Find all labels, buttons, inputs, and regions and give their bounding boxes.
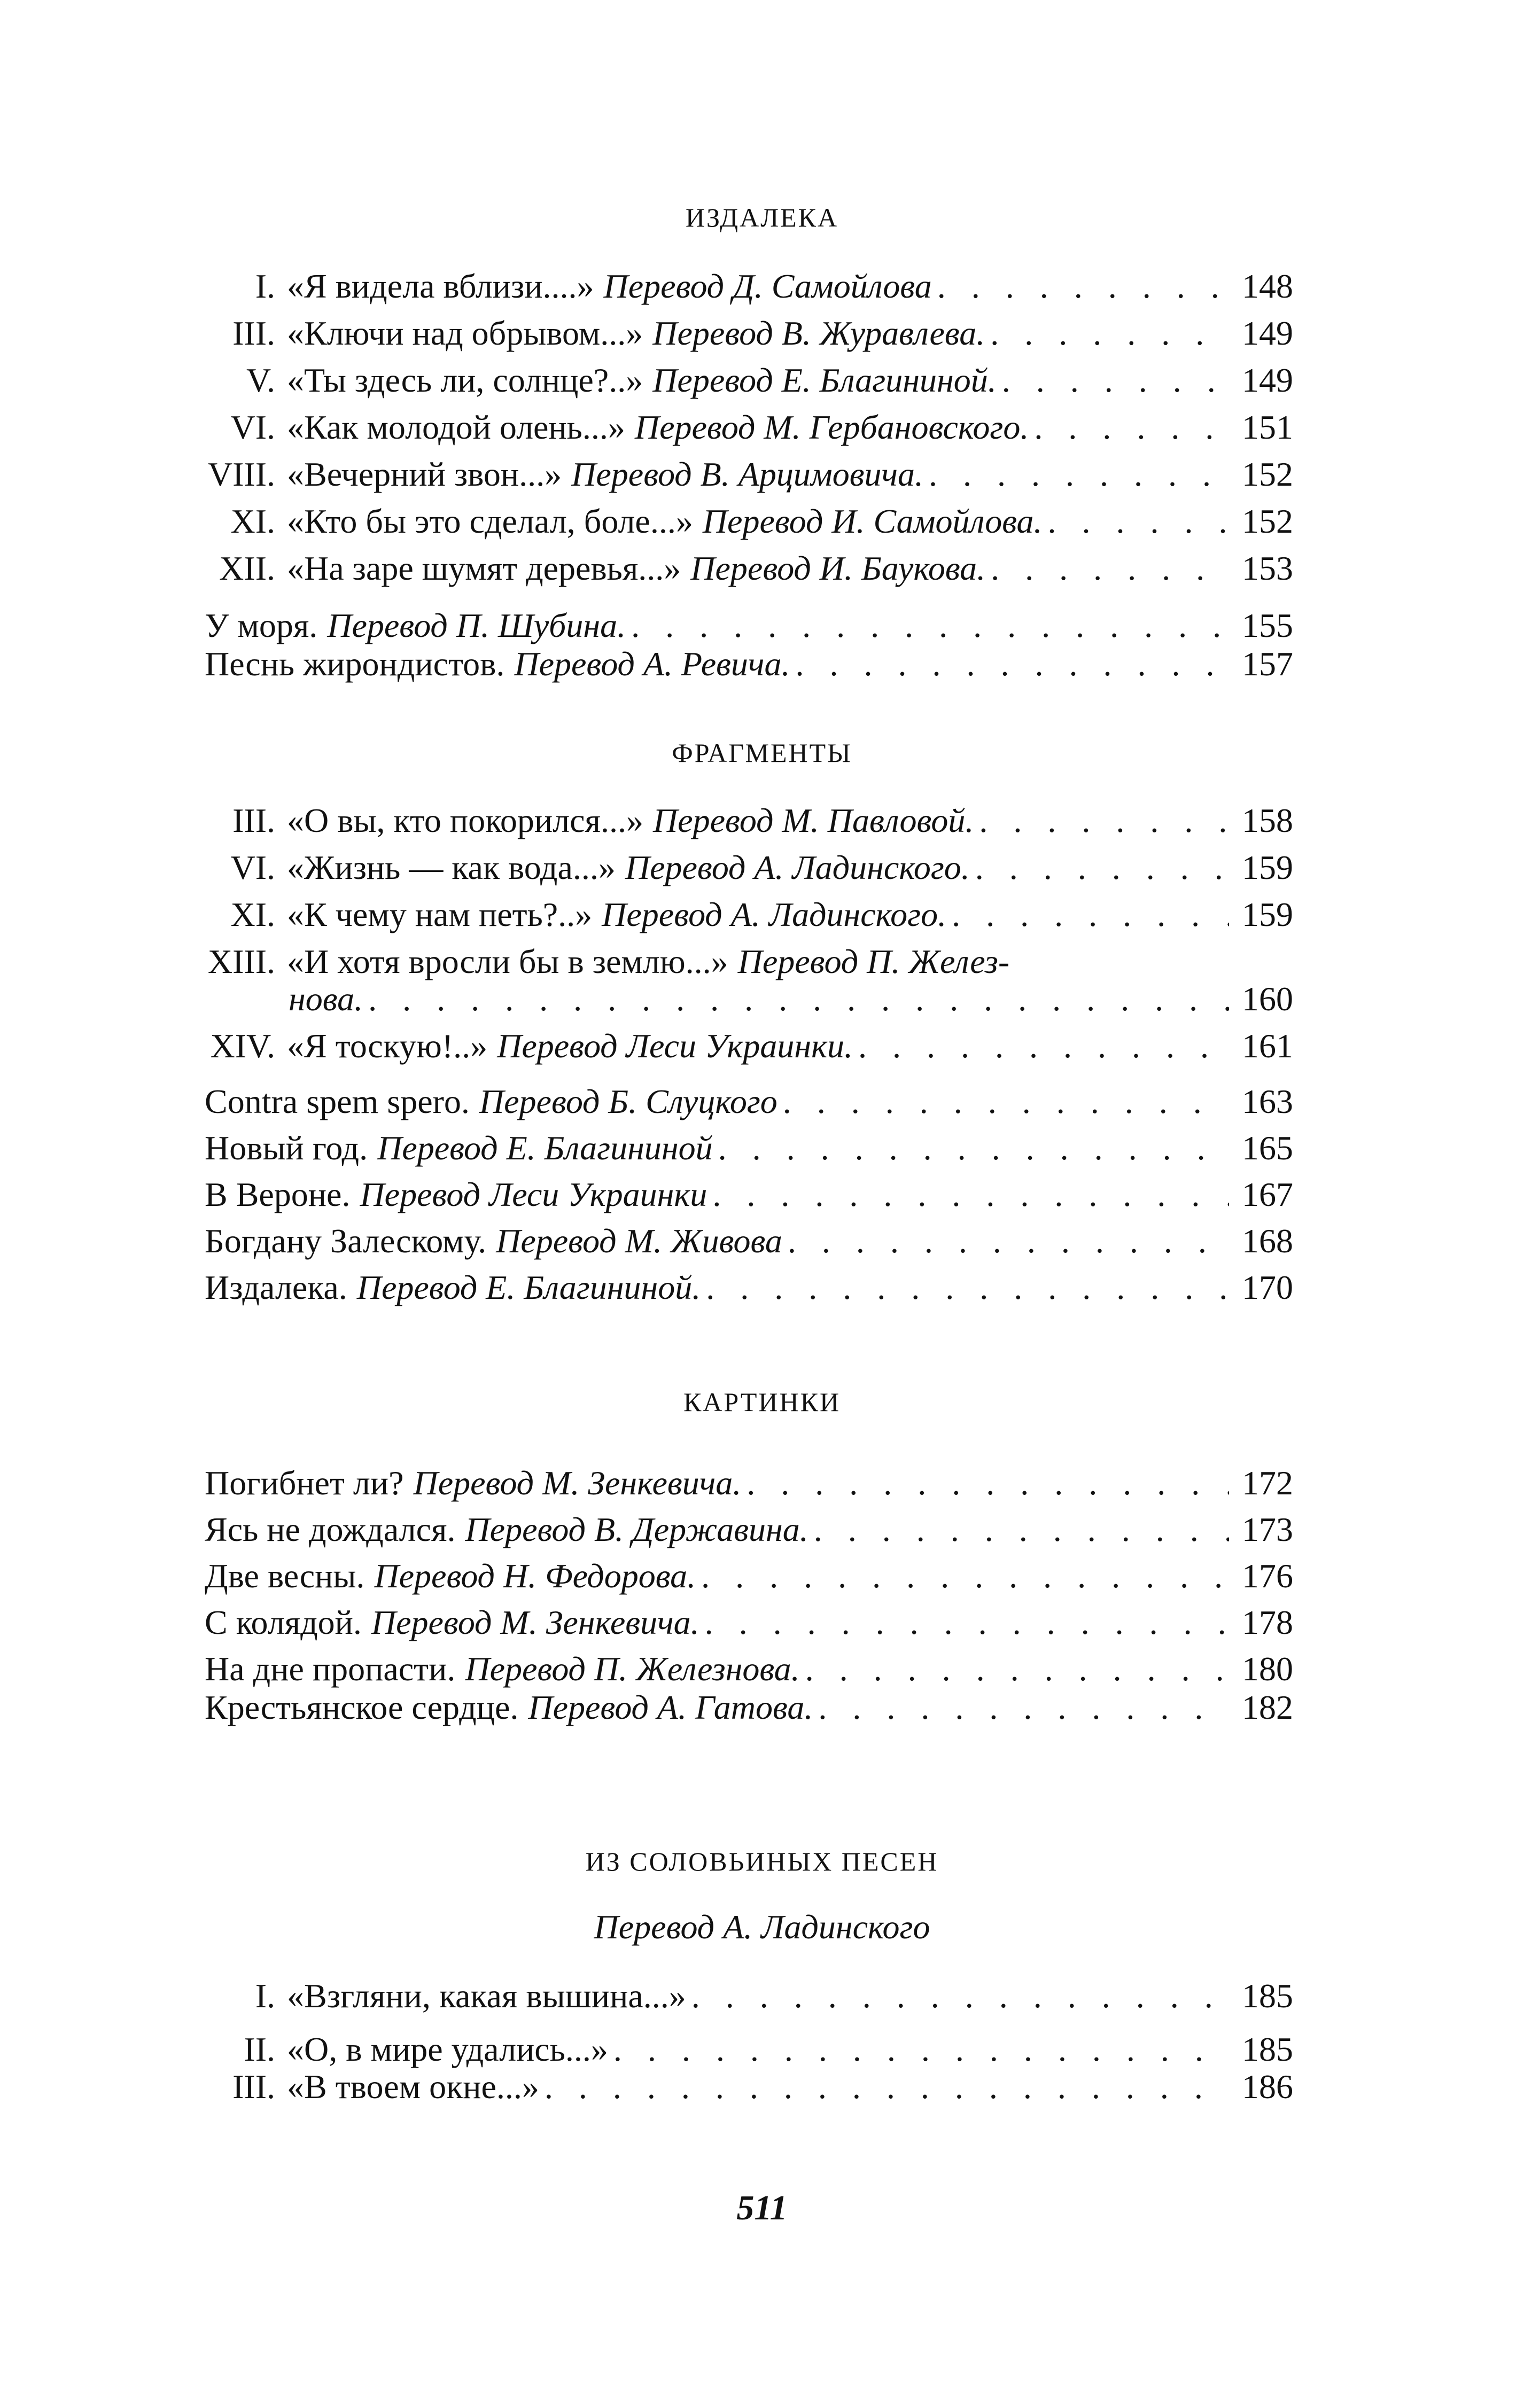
entry-title: Богдану Залескому. xyxy=(205,1222,487,1260)
entry-page: 153 xyxy=(1242,549,1293,587)
entry-page: 185 xyxy=(1242,2030,1293,2068)
entry-number: III. xyxy=(232,2068,275,2106)
entry-title: «Ты здесь ли, солнце?..» xyxy=(287,361,643,399)
entry-page: 157 xyxy=(1242,645,1293,683)
entry-number: II. xyxy=(244,2030,275,2068)
toc-entry xyxy=(205,1650,1293,1688)
entry-translator-continuation: нова. xyxy=(289,980,363,1018)
entry-translator: Перевод Е. Благининой. xyxy=(356,1268,701,1306)
toc-entry xyxy=(205,606,1293,645)
entry-title: С колядой. xyxy=(205,1603,362,1641)
toc-entry xyxy=(198,2030,1293,2069)
entry-translator: Перевод Н. Федорова. xyxy=(374,1557,696,1595)
entry-number: XIII. xyxy=(207,942,275,980)
toc-entry xyxy=(198,267,1293,306)
entry-translator: Перевод А. Гатова. xyxy=(528,1688,813,1726)
entry-translator: Перевод В. Журавлева. xyxy=(652,314,985,352)
entry-title: «Я видела вблизи....» xyxy=(287,267,594,305)
section-subtitle: Перевод А. Ладинского xyxy=(594,1908,930,1946)
entry-number: XI. xyxy=(230,895,275,933)
entry-translator: Перевод М. Живова xyxy=(496,1222,782,1260)
entry-translator: Перевод М. Зенкевича. xyxy=(413,1464,742,1502)
section-title: ФРАГМЕНТЫ xyxy=(672,738,852,768)
entry-title: «На заре шумят деревья...» xyxy=(287,549,681,587)
entry-title: «О вы, кто покорился...» xyxy=(287,801,643,839)
entry-translator: Перевод И. Самойлова. xyxy=(702,502,1043,540)
entry-page: 185 xyxy=(1242,1977,1293,2015)
entry-title: В Вероне. xyxy=(205,1175,351,1213)
entry-title: Погибнет ли? xyxy=(205,1464,404,1502)
toc-entry xyxy=(198,1027,1293,1065)
entry-number: XIV. xyxy=(210,1027,275,1065)
toc-entry xyxy=(198,502,1293,541)
entry-page: 160 xyxy=(1242,980,1293,1018)
entry-translator: Перевод А. Ревича. xyxy=(514,645,790,683)
entry-translator: Перевод М. Зенкевича. xyxy=(371,1603,699,1641)
entry-page: 149 xyxy=(1242,361,1293,399)
toc-entry xyxy=(205,1222,1293,1260)
entry-page: 182 xyxy=(1242,1688,1293,1726)
dot-leader xyxy=(990,314,1229,353)
dot-leader xyxy=(718,1129,1229,1167)
entry-title: «И хотя вросли бы в землю...» xyxy=(287,942,728,980)
dot-leader xyxy=(979,801,1229,840)
entry-title: Песнь жирондистов. xyxy=(205,645,505,683)
dot-leader xyxy=(631,606,1229,645)
toc-entry xyxy=(198,801,1293,840)
section-title: ИЗ СОЛОВЬИНЫХ ПЕСЕН xyxy=(585,1846,939,1876)
entry-translator: Перевод В. Державина. xyxy=(465,1510,808,1548)
dot-leader xyxy=(814,1510,1229,1549)
dot-leader xyxy=(368,980,1229,1018)
entry-translator: Перевод П. Шубина. xyxy=(327,606,626,644)
entry-number: V. xyxy=(246,361,275,399)
entry-translator: Перевод М. Гербановского. xyxy=(634,408,1029,446)
entry-number: I. xyxy=(255,1977,275,2015)
toc-entry xyxy=(205,1464,1293,1502)
toc-entry xyxy=(205,1688,1293,1727)
dot-leader xyxy=(1048,502,1229,541)
entry-translator: Перевод М. Павловой. xyxy=(652,801,974,839)
toc-entry xyxy=(205,1082,1293,1121)
entry-page: 172 xyxy=(1242,1464,1293,1502)
entry-page: 168 xyxy=(1242,1222,1293,1260)
toc-entry xyxy=(198,455,1293,494)
entry-page: 167 xyxy=(1242,1175,1293,1213)
entry-page: 180 xyxy=(1242,1650,1293,1688)
dot-leader xyxy=(747,1464,1229,1502)
section-title: ИЗДАЛЕКА xyxy=(685,202,839,232)
entry-title: «Кто бы это сделал, боле...» xyxy=(287,502,693,540)
entry-title: «В твоем окне...» xyxy=(287,2068,539,2106)
entry-page: 149 xyxy=(1242,314,1293,352)
toc-entry xyxy=(205,1603,1293,1642)
entry-translator: Перевод П. Железнова. xyxy=(465,1650,800,1688)
dot-leader xyxy=(706,1268,1229,1307)
entry-number: III. xyxy=(232,801,275,839)
section-title: КАРТИНКИ xyxy=(683,1387,841,1417)
dot-leader xyxy=(937,267,1229,306)
entry-title: «Вечерний звон...» xyxy=(287,455,562,493)
dot-leader xyxy=(701,1557,1229,1595)
entry-title: «К чему нам петь?..» xyxy=(287,895,593,933)
dot-leader xyxy=(991,549,1229,588)
entry-page: 176 xyxy=(1242,1557,1293,1595)
entry-translator: Перевод А. Ладинского. xyxy=(625,848,970,886)
entry-translator: Перевод Леси Украинки xyxy=(360,1175,707,1213)
entry-number: I. xyxy=(255,267,275,305)
toc-entry xyxy=(198,2068,1293,2106)
entry-title: У моря. xyxy=(205,606,318,644)
entry-title: Издалека. xyxy=(205,1268,347,1306)
entry-number: VI. xyxy=(230,408,275,446)
dot-leader xyxy=(858,1027,1229,1065)
entry-number: VIII. xyxy=(207,455,275,493)
entry-page: 152 xyxy=(1242,502,1293,540)
entry-title: На дне пропасти. xyxy=(205,1650,456,1688)
toc-entry xyxy=(205,1268,1293,1307)
entry-page: 151 xyxy=(1242,408,1293,446)
entry-translator: Перевод Е. Благининой. xyxy=(652,361,997,399)
toc-entry xyxy=(205,1510,1293,1549)
dot-leader xyxy=(929,455,1229,494)
entry-title: «О, в мире удались...» xyxy=(287,2030,608,2068)
entry-page: 159 xyxy=(1242,848,1293,886)
toc-entry-continuation xyxy=(289,980,1293,1018)
entry-title: Ясь не дождался. xyxy=(205,1510,456,1548)
page-number: 511 xyxy=(736,2188,788,2227)
entry-page: 158 xyxy=(1242,801,1293,839)
dot-leader xyxy=(818,1688,1229,1727)
entry-page: 170 xyxy=(1242,1268,1293,1306)
entry-number: XI. xyxy=(230,502,275,540)
toc-entry xyxy=(205,1557,1293,1595)
dot-leader xyxy=(795,645,1229,683)
dot-leader xyxy=(691,1977,1229,2015)
dot-leader xyxy=(952,895,1229,934)
dot-leader xyxy=(712,1175,1229,1214)
toc-entry xyxy=(198,314,1293,353)
entry-title: «Ключи над обрывом...» xyxy=(287,314,643,352)
toc-entry xyxy=(198,361,1293,400)
dot-leader xyxy=(1034,408,1229,447)
toc-entry xyxy=(205,1129,1293,1167)
entry-page: 178 xyxy=(1242,1603,1293,1641)
entry-title: Новый год. xyxy=(205,1129,368,1167)
dot-leader xyxy=(1002,361,1229,400)
dot-leader xyxy=(805,1650,1229,1688)
entry-number: VI. xyxy=(230,848,275,886)
entry-title: «Как молодой олень...» xyxy=(287,408,625,446)
entry-page: 173 xyxy=(1242,1510,1293,1548)
entry-page: 152 xyxy=(1242,455,1293,493)
toc-entry xyxy=(198,942,1293,981)
dot-leader xyxy=(705,1603,1229,1642)
entry-translator: Перевод Б. Слуцкого xyxy=(479,1082,777,1120)
entry-page: 148 xyxy=(1242,267,1293,305)
entry-page: 186 xyxy=(1242,2068,1293,2106)
entry-page: 159 xyxy=(1242,895,1293,933)
entry-translator: Перевод П. Желез- xyxy=(737,942,1010,980)
entry-page: 165 xyxy=(1242,1129,1293,1167)
toc-entry xyxy=(205,1175,1293,1214)
toc-entry xyxy=(205,645,1293,683)
toc-entry xyxy=(198,1977,1293,2015)
entry-page: 163 xyxy=(1242,1082,1293,1120)
dot-leader xyxy=(788,1222,1229,1260)
entry-translator: Перевод Д. Самойлова xyxy=(603,267,932,305)
entry-translator: Перевод А. Ладинского. xyxy=(602,895,947,933)
toc-entry xyxy=(198,895,1293,934)
entry-title: Contra spem spero. xyxy=(205,1082,470,1120)
dot-leader xyxy=(783,1082,1229,1121)
toc-entry xyxy=(198,408,1293,447)
entry-translator: Перевод Е. Благининой xyxy=(377,1129,713,1167)
entry-translator: Перевод Леси Украинки. xyxy=(497,1027,853,1065)
toc-entry xyxy=(198,848,1293,887)
entry-title: «Жизнь — как вода...» xyxy=(287,848,616,886)
dot-leader xyxy=(545,2068,1229,2106)
entry-translator: Перевод В. Арцимовича. xyxy=(571,455,923,493)
toc-entry xyxy=(198,549,1293,588)
entry-number: III. xyxy=(232,314,275,352)
entry-number: XII. xyxy=(219,549,275,587)
entry-title: «Взгляни, какая вышина...» xyxy=(287,1977,686,2015)
entry-page: 155 xyxy=(1242,606,1293,644)
dot-leader xyxy=(613,2030,1229,2069)
entry-title: Две весны. xyxy=(205,1557,365,1595)
dot-leader xyxy=(975,848,1229,887)
entry-page: 161 xyxy=(1242,1027,1293,1065)
entry-title: Крестьянское сердце. xyxy=(205,1688,519,1726)
entry-translator: Перевод И. Баукова. xyxy=(690,549,986,587)
entry-title: «Я тоскую!..» xyxy=(287,1027,488,1065)
